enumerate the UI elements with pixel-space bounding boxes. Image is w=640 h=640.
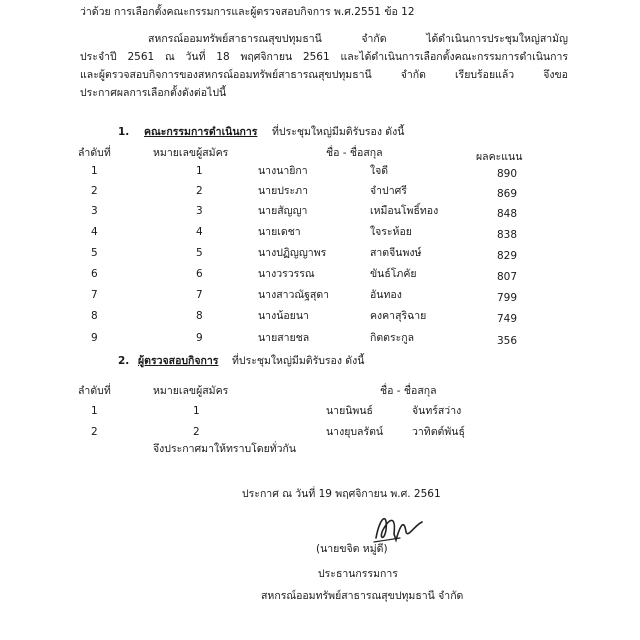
s2-row-first: นายนิพนธ์ [326,405,373,417]
s1-row-score: 838 [497,229,518,241]
s1-row-no: 5 [196,247,203,259]
s2-row-no: 1 [193,405,200,417]
intro-line-1: สหกรณ์ออมทรัพย์สาธารณสุขปทุมธานี จำกัด ได้ดำเนินการประชุมใหญ่สามัญ [148,33,568,45]
s1-row-no: 1 [196,165,203,177]
s1-header-score: ผลคะแนน [476,151,523,163]
s1-row-score: 749 [497,313,518,325]
organization-name: สหกรณ์ออมทรัพย์สาธารณสุขปทุมธานี จำกัด [261,590,464,602]
s1-row-order: 2 [91,185,98,197]
closing-statement: จึงประกาศมาให้ทราบโดยทั่วกัน [153,443,297,455]
s1-row-first: นางน้อยนา [258,310,309,322]
s1-row-order: 9 [91,332,98,344]
s1-row-last: ใจดี [370,165,389,177]
s1-row-score: 890 [497,168,518,180]
section2-number: 2. [118,355,130,367]
s2-row-order: 2 [91,426,98,438]
s1-row-first: นายเดชา [258,226,301,238]
s1-row-order: 6 [91,268,98,280]
s1-row-no: 4 [196,226,203,238]
s1-row-score: 799 [497,292,518,304]
s1-row-first: นางสาวณัฐสุดา [258,289,330,301]
s1-row-first: นายสายชล [258,332,310,344]
s1-header-order: ลำดับที่ [78,147,111,159]
s1-row-order: 8 [91,310,98,322]
s1-row-last: จำปาศรี [370,185,407,197]
section2-title: ผู้ตรวจสอบกิจการ [138,355,219,367]
s1-header-name: ชื่อ - ชื่อสกุล [326,147,383,159]
section2-desc: ที่ประชุมใหญ่มีมติรับรอง ดังนี้ [232,355,365,367]
s2-row-last: วาทิตต์พันธุ์ [412,426,465,438]
s2-row-no: 2 [193,426,200,438]
signer-name: (นายขจิต หมู่ดี) [316,543,388,555]
s1-row-score: 356 [497,335,518,347]
section1-number: 1. [118,126,130,138]
s1-row-score: 807 [497,271,518,283]
s2-header-name: ชื่อ - ชื่อสกุล [380,385,437,397]
section1-title: คณะกรรมการดำเนินการ [144,126,258,138]
s1-header-candidate-no: หมายเลขผู้สมัคร [153,147,229,159]
s1-row-last: สาตจีนพงษ์ [370,247,422,259]
s1-row-first: นางปฏิญญาพร [258,247,327,259]
s1-row-no: 2 [196,185,203,197]
s1-row-last: เหมือนโพธิ์ทอง [370,205,439,217]
s1-row-first: นางวรวรรณ [258,268,315,280]
s1-row-last: ขันธ์โภคัย [370,268,417,280]
s2-header-candidate-no: หมายเลขผู้สมัคร [153,385,229,397]
announce-date: ประกาศ ณ วันที่ 19 พฤศจิกายน พ.ศ. 2561 [242,488,441,500]
intro-line-3: และผู้ตรวจสอบกิจการของสหกรณ์ออมทรัพย์สาธารณสุขปทุมธานี จำกัด เรียบร้อยแล้ว จึงขอ [80,69,568,81]
s1-row-no: 8 [196,310,203,322]
s1-row-no: 6 [196,268,203,280]
section1-desc: ที่ประชุมใหญ่มีมติรับรอง ดังนี้ [272,126,405,138]
s1-row-order: 1 [91,165,98,177]
intro-line-2: ประจำปี 2561 ณ วันที่ 18 พฤศจิกายน 2561 และได้ดำเนินการเลือกตั้งคณะกรรมการดำเนินการ [80,51,568,63]
signer-position: ประธานกรรมการ [318,568,398,580]
s1-row-last: ใจระห้อย [370,226,412,238]
s1-row-order: 3 [91,205,98,217]
s1-row-last: อันทอง [370,289,402,301]
s2-row-first: นางยุบลรัตน์ [326,426,384,438]
s1-row-order: 7 [91,289,98,301]
s1-row-last: คงคาสุริฉาย [370,310,427,322]
s1-row-no: 7 [196,289,203,301]
s2-header-order: ลำดับที่ [78,385,111,397]
s1-row-no: 9 [196,332,203,344]
intro-line-4: ประกาศผลการเลือกตั้งดังต่อไปนี้ [80,87,227,99]
s1-row-score: 869 [497,188,518,200]
s1-row-no: 3 [196,205,203,217]
s1-row-score: 848 [497,208,518,220]
s1-row-order: 5 [91,247,98,259]
s1-row-last: กิตตระกูล [370,332,415,344]
regulation-line: ว่าด้วย การเลือกตั้งคณะกรรมการและผู้ตรวจสอบกิจการ พ.ศ.2551 ข้อ 12 [80,6,415,18]
s1-row-first: นายประภา [258,185,308,197]
s2-row-last: จันทร์สว่าง [412,405,462,417]
s1-row-score: 829 [497,250,518,262]
s1-row-first: นางนายิกา [258,165,308,177]
s1-row-first: นายสัญญา [258,205,308,217]
s1-row-order: 4 [91,226,98,238]
s2-row-order: 1 [91,405,98,417]
